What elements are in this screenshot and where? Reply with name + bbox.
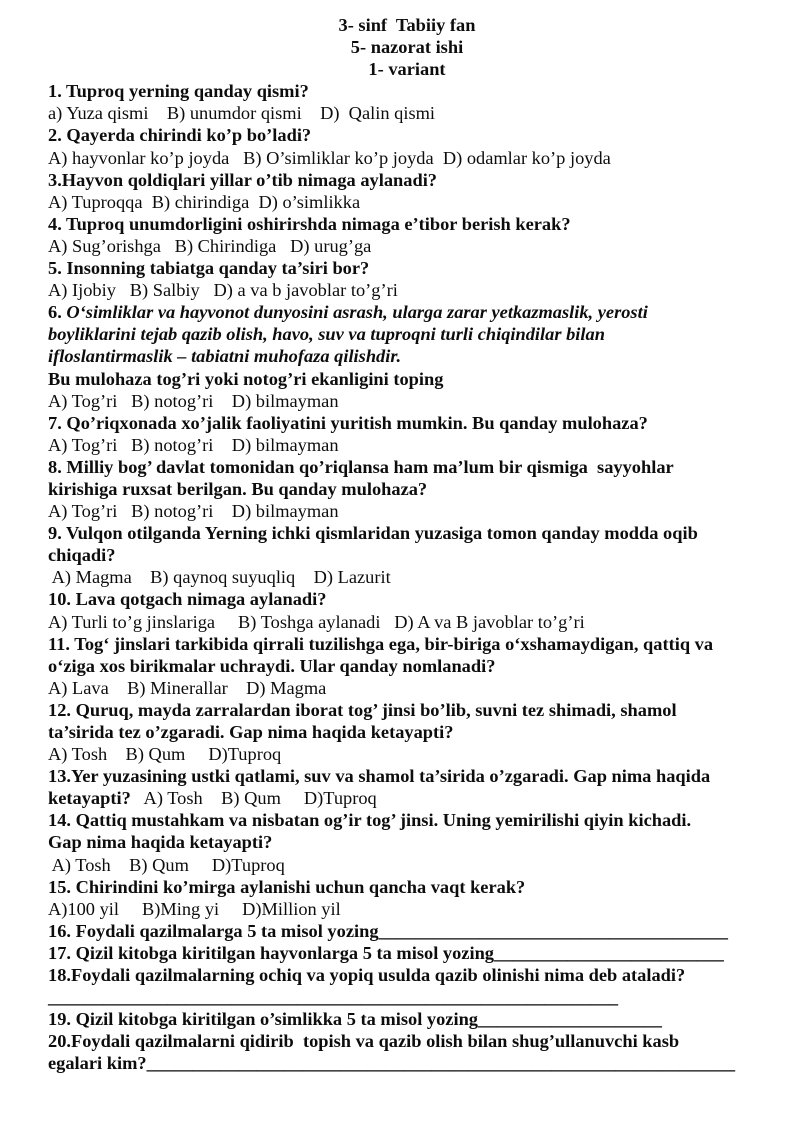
question-12-line-2: ta’sirida tez o’zgaradi. Gap nima haqida ketayapti? (48, 722, 454, 742)
question-20-line-2-with-blank: egalari kim?________________________________________________________________ (48, 1053, 736, 1074)
question-17-with-blank: 17. Qizil kitobga kiritilgan hayvonlarga 5 ta misol yozing_________________________ (48, 942, 724, 963)
options-4: A) Sug’orishga B) Chirindiga D) urug’ga (48, 235, 372, 256)
doc-title-grade-subject: 3- sinf Tabiiy fan (338, 15, 476, 35)
question-1: 1. Tuproq yerning qanday qismi? (48, 81, 309, 102)
question-9-line-1: 9. Vulqon otilganda Yerning ichki qismlaridan yuzasiga tomon qanday modda oqib (48, 523, 698, 544)
options-10: A) Turli to’g jinslariga B) Toshga aylanadi D) A va B javoblar to’g’ri (48, 611, 585, 632)
options-5: A) Ijobiy B) Salbiy D) a va b javoblar to’g’ri (48, 280, 398, 301)
options-14: A) Tosh B) Qum D)Tuproq (48, 854, 285, 875)
options-7: A) Tog’ri B) notog’ri D) bilmayman (48, 434, 339, 455)
options-1: a) Yuza qismi B) unumdor qismi D) Qalin qismi (48, 103, 436, 124)
options-12: A) Tosh B) Qum D)Tuproq (48, 744, 282, 765)
question-15: 15. Chirindini ko’mirga aylanishi uchun qancha vaqt kerak? (48, 876, 526, 897)
question-16-with-blank: 16. Foydali qazilmalarga 5 ta misol yozing______________________________________ (48, 920, 728, 941)
question-20-line-1: 20.Foydali qazilmalarni qidirib topish va qazib olish bilan shug’ullanuvchi kasb (48, 1031, 680, 1052)
doc-title-test-number: 5- nazorat ishi (350, 37, 464, 58)
question-4: 4. Tuproq unumdorligini oshirirshda nimaga e’tibor berish kerak? (48, 213, 571, 234)
question-13-line-2-with-options: ketayapti? A) Tosh B) Qum D)Tuproq (48, 788, 377, 809)
question-2: 2. Qayerda chirindi ko’p bo’ladi? (48, 125, 312, 146)
question-6-line-3: ifloslantirmaslik – tabiatni muhofaza qilishdir. (48, 346, 402, 367)
question-14-line-1: 14. Qattiq mustahkam va nisbatan og’ir tog’ jinsi. Uning yemirilishi qiyin kichadi. (48, 810, 692, 831)
question-7: 7. Qo’riqxonada xo’jalik faoliyatini yuritish mumkin. Bu qanday mulohaza? (48, 412, 648, 433)
question-14-line-2: Gap nima haqida ketayapti? (48, 832, 273, 853)
options-2: A) hayvonlar ko’p joyda B) O’simliklar ko’p joyda D) odamlar ko’p joyda (48, 147, 611, 168)
question-3: 3.Hayvon qoldiqlari yillar o’tib nimaga aylanadi? (48, 169, 437, 190)
options-3: A) Tuproqqa B) chirindiga D) o’simlikka (48, 191, 361, 212)
question-5: 5. Insonning tabiatga qanday ta’siri bor? (48, 258, 370, 279)
options-11: A) Lava B) Minerallar D) Magma (48, 677, 327, 698)
options-9: A) Magma B) qaynoq suyuqliq D) Lazurit (48, 567, 391, 588)
question-9-line-2: chiqadi? (48, 545, 116, 566)
question-6-line-2: boyliklarini tejab qazib olish, havo, suv va tuproqni turli chiqindilar bilan (48, 324, 605, 345)
question-13-line-1: 13.Yer yuzasining ustki qatlami, suv va shamol ta’sirida o’zgaradi. Gap nima haqida (48, 766, 711, 787)
document-title (48, 14, 766, 80)
question-6-line-1: 6. O‘simliklar va hayvonot dunyosini asrash, ularga zarar yetkazmaslik, yerosti (48, 302, 648, 323)
question-11-line-1: 11. Tog‘ jinslari tarkibida qirrali tuzilishga ega, bir-biriga o‘xshamaydigan, qattiq va (48, 633, 714, 654)
question-12-line-1: 12. Quruq, mayda zarralardan iborat tog’ jinsi bo’lib, suvni tez shimadi, shamol (48, 699, 677, 720)
options-6: A) Tog’ri B) notog’ri D) bilmayman (48, 390, 339, 411)
question-8-line-2: kirishiga ruxsat berilgan. Bu qanday mulohaza? (48, 478, 428, 499)
options-8: A) Tog’ri B) notog’ri D) bilmayman (48, 501, 339, 522)
question-19-with-blank: 19. Qizil kitobga kiritilgan o’simlikka 5 ta misol yozing____________________ (48, 1009, 662, 1030)
document-body (48, 80, 766, 1074)
question-18-blank-line: ______________________________________________________________ (48, 987, 619, 1008)
doc-title-variant: 1- variant (368, 59, 446, 80)
question-10: 10. Lava qotgach nimaga aylanadi? (48, 589, 327, 610)
options-15: A)100 yil B)Ming yi D)Million yil (48, 898, 341, 919)
question-18: 18.Foydali qazilmalarning ochiq va yopiq usulda qazib olinishi nima deb ataladi? (48, 965, 686, 986)
question-6-line-4: Bu mulohaza tog’ri yoki notog’ri ekanligini toping (48, 368, 444, 389)
question-8-line-1: 8. Milliy bog’ davlat tomonidan qo’riqlansa ham ma’lum bir qismiga sayyohlar (48, 456, 674, 477)
question-11-line-2: o‘ziga xos birikmalar uchraydi. Ular qanday nomlanadi? (48, 655, 496, 676)
